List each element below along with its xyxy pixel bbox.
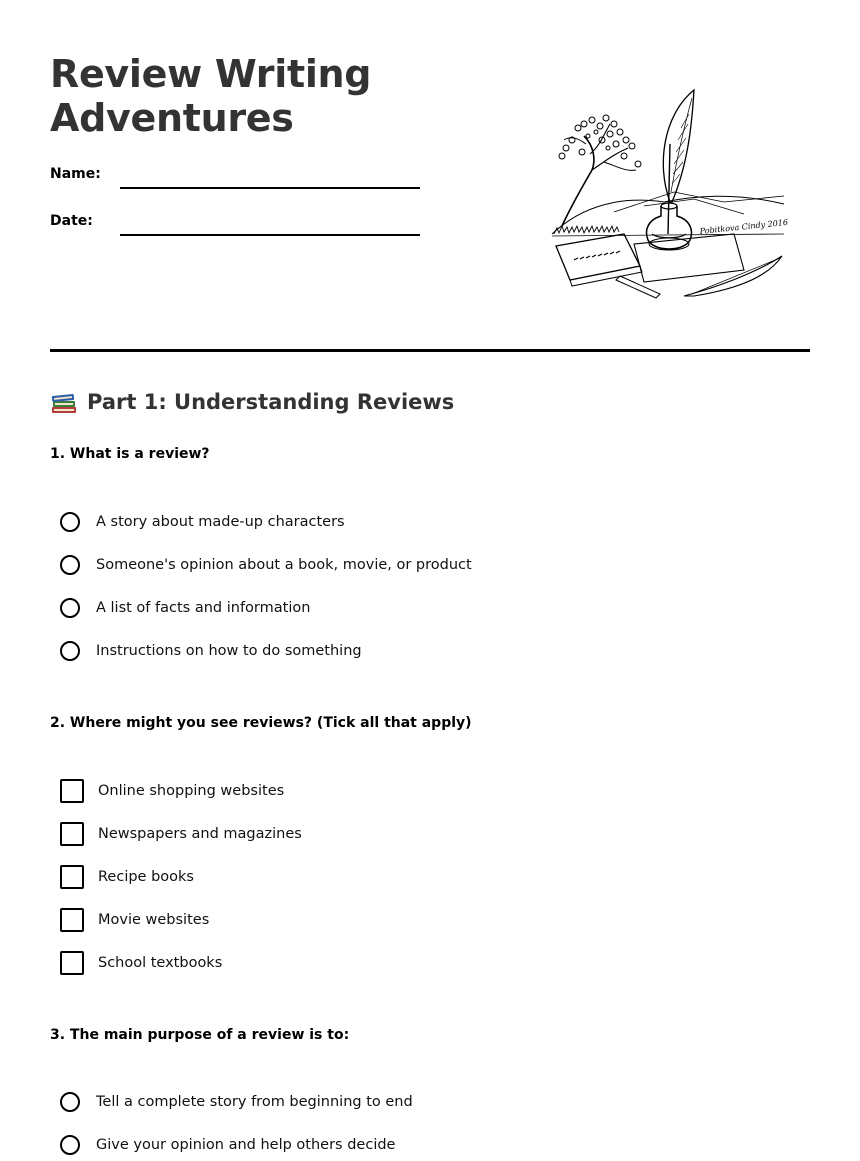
- option-label: Tell a complete story from beginning to end: [96, 1094, 413, 1110]
- radio-button[interactable]: [60, 512, 80, 532]
- question-2: 2. Where might you see reviews? (Tick all that apply): [50, 715, 472, 731]
- question-1: 1. What is a review?: [50, 446, 210, 462]
- svg-text:Pobitkova Cindy 2016: Pobitkova Cindy 2016: [699, 217, 789, 236]
- radio-button[interactable]: [60, 641, 80, 661]
- title-line-2: Adventures: [50, 96, 294, 140]
- q1-option-2[interactable]: [60, 552, 472, 578]
- radio-button[interactable]: [60, 555, 80, 575]
- checkbox[interactable]: [60, 908, 84, 932]
- option-label: Give your opinion and help others decide: [96, 1137, 396, 1153]
- option-label: Newspapers and magazines: [98, 826, 302, 842]
- q2-option-4[interactable]: [60, 907, 209, 933]
- radio-button[interactable]: [60, 1092, 80, 1112]
- radio-button[interactable]: [60, 598, 80, 618]
- option-label: A story about made-up characters: [96, 514, 345, 530]
- checkbox[interactable]: [60, 822, 84, 846]
- question-3: 3. The main purpose of a review is to:: [50, 1027, 350, 1043]
- option-label: Instructions on how to do something: [96, 643, 362, 659]
- option-label: Someone's opinion about a book, movie, or product: [96, 557, 472, 573]
- q3-option-2[interactable]: [60, 1132, 395, 1158]
- q2-option-1[interactable]: [60, 778, 284, 804]
- part1-title-text: Part 1: Understanding Reviews: [87, 390, 455, 414]
- checkbox[interactable]: [60, 951, 84, 975]
- quill-inkwell-illustration: [544, 84, 794, 306]
- q2-option-2[interactable]: [60, 821, 302, 847]
- name-label: Name:: [50, 166, 101, 182]
- radio-button[interactable]: [60, 1135, 80, 1155]
- checkbox[interactable]: [60, 779, 84, 803]
- q2-option-5[interactable]: [60, 950, 222, 976]
- option-label: Recipe books: [98, 869, 194, 885]
- books-icon: [50, 389, 78, 415]
- q1-option-4[interactable]: [60, 638, 362, 664]
- checkbox[interactable]: [60, 865, 84, 889]
- title-line-1: Review Writing: [50, 52, 372, 96]
- option-label: School textbooks: [98, 955, 223, 971]
- option-label: A list of facts and information: [96, 600, 311, 616]
- header-divider: [50, 349, 810, 352]
- q1-option-1[interactable]: [60, 509, 345, 535]
- name-line[interactable]: [120, 187, 420, 189]
- part1-title: [50, 389, 454, 415]
- worksheet-title: [50, 52, 371, 140]
- option-label: Online shopping websites: [98, 783, 285, 799]
- q1-option-3[interactable]: [60, 595, 310, 621]
- option-label: Movie websites: [98, 912, 210, 928]
- q3-option-1[interactable]: [60, 1089, 413, 1115]
- date-label: Date:: [50, 213, 93, 229]
- q2-option-3[interactable]: [60, 864, 194, 890]
- date-line[interactable]: [120, 234, 420, 236]
